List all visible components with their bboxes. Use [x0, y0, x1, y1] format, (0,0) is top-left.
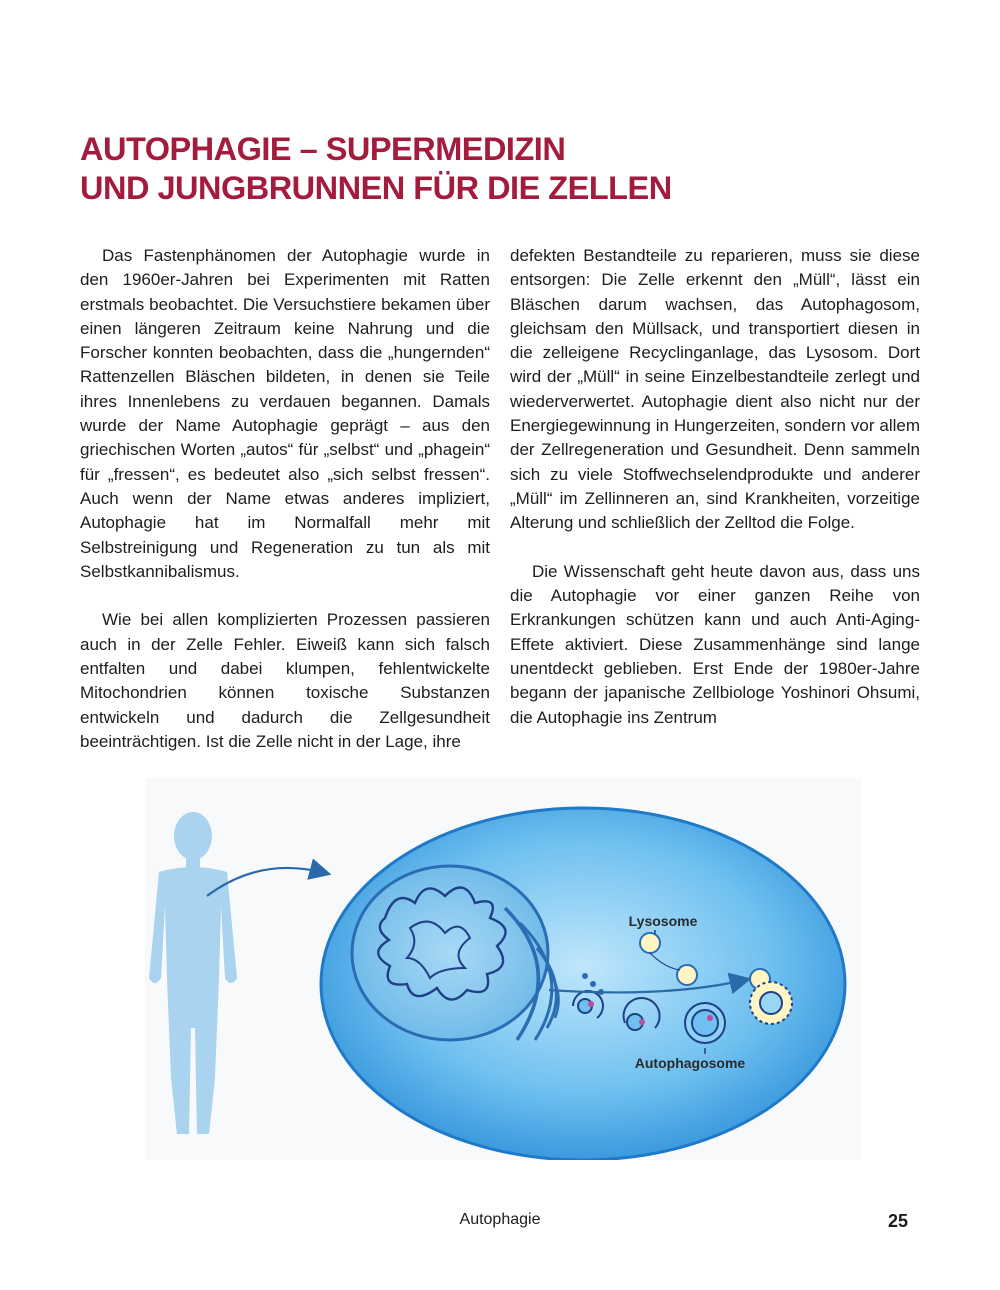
page-number: 25 [887, 1211, 908, 1231]
text-column-right [510, 244, 920, 730]
autophagosome-label: Autophagosome [634, 1055, 746, 1071]
footer-chapter-label: Autophagie [459, 1211, 541, 1228]
page-title-line-2: UND JUNGBRUNNEN FÜR DIE ZELLEN [80, 170, 672, 206]
paragraph: Wie bei allen komplizierten Prozessen passieren auch in der Zelle Fehler. Eiweiß kann sich falsch entfalten und dabei klumpen, fehlentwickelte Mitochondrien können toxische Substanzen entwickeln und dadurch die Zellgesundheit beeinträchtigen. Ist die Zelle nicht in der Lage, ihre [80, 610, 490, 751]
paragraph: Das Fastenphänomen der Autophagie wurde in den 1960er-Jahren bei Experimenten mit Ratten erstmals beobachtet. Die Versuchstiere bekamen über einen längeren Zeitraum keine Nahrung und die Forscher konnten beobachten, dass die „hungernden“ Rattenzellen Bläschen bildeten, in denen sie Teile ihres Innenlebens zu verdauen begannen. Damals wurde der Name Autophagie geprägt – aus den griechischen Worten „autos“ für „selbst“ und „phagein“ für „fressen“, es bedeutet also „sich selbst fressen“. Auch wenn der Name etwas anderes impliziert, Autophagie hat im Normalfall mehr mit Selbstreinigung und Regeneration zu tun als mit Selbstkannibalismus. [80, 246, 490, 581]
page-title [80, 130, 940, 208]
text-column-left [80, 244, 490, 754]
lysosome-label: Lysosome [628, 913, 698, 929]
paragraph: defekten Bestandteile zu reparieren, muss sie diese entsorgen: Die Zelle erkennt den „Müll“, lässt ein Bläschen darum wachsen, das Autophagosom, gleichsam den Müllsack, und transportiert diesen in die zelleigene Recyclinganlage, das Lysosom. Dort wird der „Müll“ in seine Einzelbestandteile zerlegt und wiederverwertet. Autophagie dient also nicht nur der Energiegewinnung in Hungerzeiten, sondern vor allem der Zellregeneration und Gesundheit. Denn sammeln sich zu viele Stoffwechselendprodukte und anderer „Müll“ im Zellinneren an, sind Krankheiten, vorzeitige Alterung und schließlich der Zelltod die Folge. [510, 246, 920, 533]
paragraph: Die Wissenschaft geht heute davon aus, dass uns die Autophagie vor einer ganzen Reihe von Erkrankungen schützen kann und auch Anti-Aging-Effete aktiviert. Diese Zusammenhänge sind lange unentdeckt geblieben. Erst Ende der 1980er-Jahre begann der japanische Zellbiologe Yoshinori Ohsumi, die Autophagie ins Zentrum [510, 561, 920, 727]
page-title-line-1: AUTOPHAGIE – SUPERMEDIZIN [80, 131, 566, 167]
autophagy-figure [145, 778, 861, 1160]
